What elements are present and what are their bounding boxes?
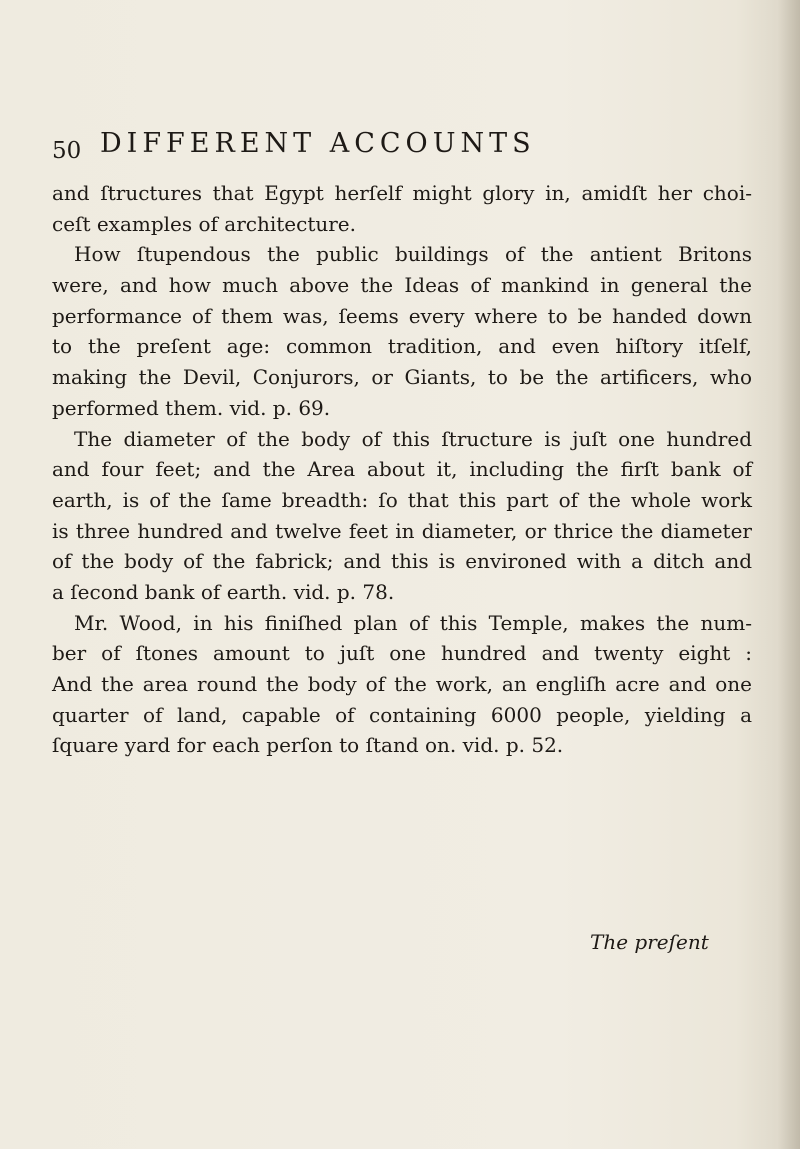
catchword: The preſent <box>590 930 709 954</box>
text-line: making the Devil, Conjurors, or Giants, to be the artificers, who <box>52 365 752 390</box>
text-line: to the preſent age: common tradition, and even hiſtory itſelf, <box>52 334 752 359</box>
text-line: ſquare yard for each perſon to ſtand on. vid. p. 52. <box>52 733 564 758</box>
text-line: were, and how much above the Ideas of mankind in general the <box>52 273 752 298</box>
text-line: and four feet; and the Area about it, including the firſt bank of <box>52 457 752 482</box>
text-line: earth, is of the ſame breadth: ſo that this part of the whole work <box>52 487 752 512</box>
text-line: And the area round the body of the work, an engliſh acre and one <box>52 672 752 696</box>
text-line: How ſtupendous the public buildings of the antient Britons <box>74 242 752 267</box>
text-line: performance of them was, ſeems every where to be handed down <box>52 303 752 328</box>
text-line: ceſt examples of architecture. <box>52 211 357 236</box>
page-header <box>52 128 752 172</box>
running-head: DIFFERENT ACCOUNTS <box>100 128 536 159</box>
body-text <box>52 178 752 761</box>
text-line: Mr. Wood, in his finiſhed plan of this Temple, makes the num- <box>74 610 752 635</box>
page-edge-shadow <box>778 0 800 1149</box>
text-line: a ſecond bank of earth. vid. p. 78. <box>52 579 395 604</box>
text-line: The diameter of the body of this ſtructure is juſt one hundred <box>74 426 752 451</box>
text-line: quarter of land, capable of containing 6000 people, yielding a <box>52 702 752 727</box>
text-line: is three hundred and twelve feet in diameter, or thrice the diameter <box>52 518 752 543</box>
text-line: ber of ſtones amount to juſt one hundred and twenty eight : <box>52 641 752 666</box>
text-line: of the body of the fabrick; and this is environed with a ditch and <box>52 549 752 574</box>
text-line: and ſtructures that Egypt herſelf might glory in, amidſt her choi- <box>52 181 752 205</box>
text-line: performed them. vid. p. 69. <box>52 395 331 420</box>
page-number: 50 <box>52 138 82 164</box>
